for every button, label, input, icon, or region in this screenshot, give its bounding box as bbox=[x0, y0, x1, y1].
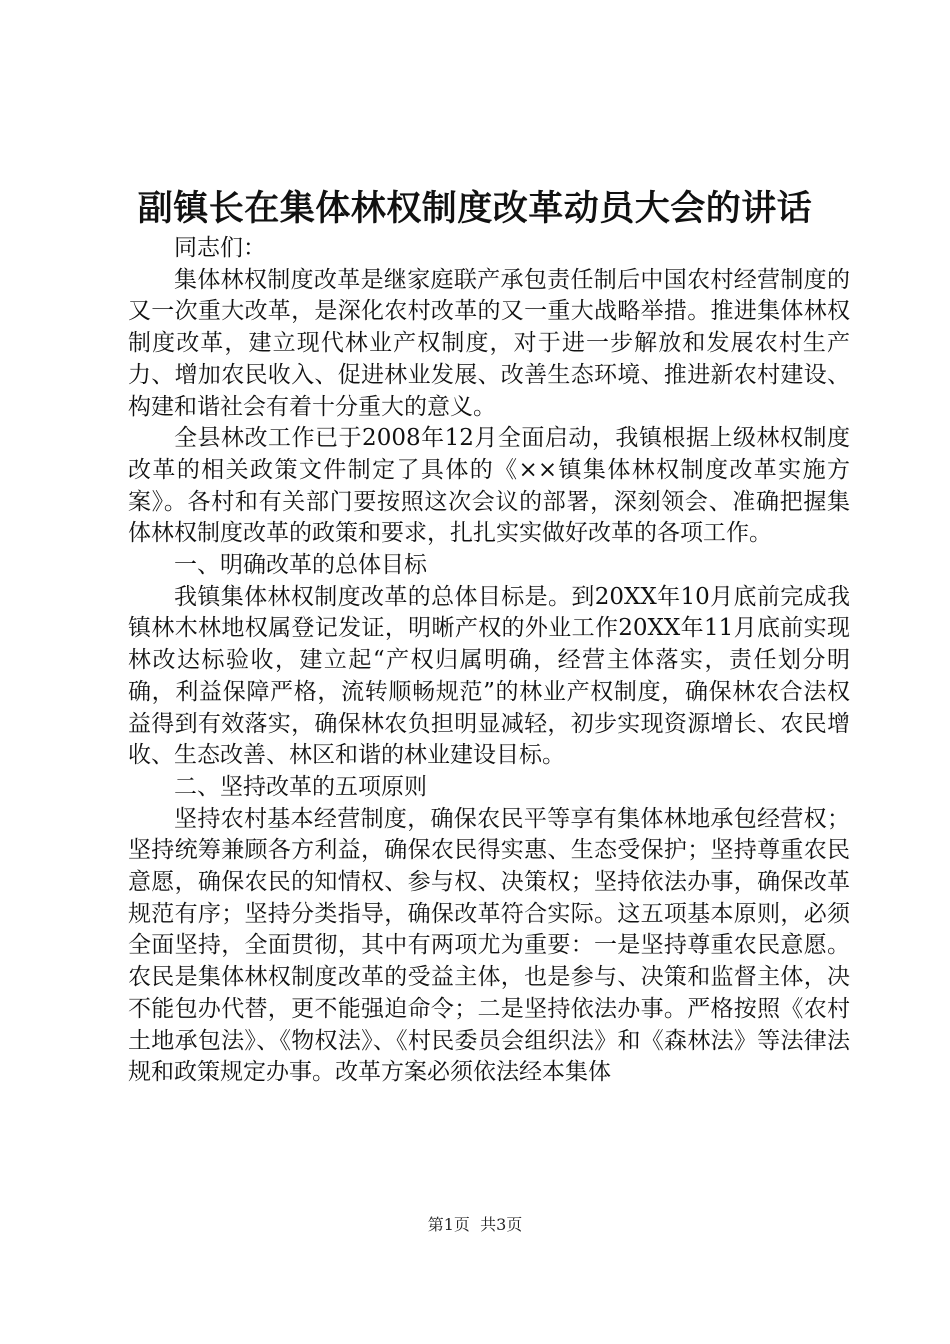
page-number: 第1页 bbox=[427, 1215, 470, 1234]
section-heading-principles: 二、坚持改革的五项原则 bbox=[174, 773, 427, 800]
footer-separator bbox=[470, 1215, 480, 1234]
document-title: 副镇长在集体林权制度改革动员大会的讲话 bbox=[137, 189, 813, 229]
salutation: 同志们： bbox=[174, 235, 266, 261]
page-footer bbox=[0, 1214, 950, 1236]
section-heading-goal: 一、明确改革的总体目标 bbox=[174, 552, 427, 579]
page-total: 共3页 bbox=[480, 1215, 523, 1234]
document-body bbox=[128, 233, 850, 1089]
paragraph-principles: 坚持农村基本经营制度，确保农民平等享有集体林地承包经营权；坚持统筹兼顾各方利益，确保农民得实惠、生态受保护；坚持尊重农民意愿，确保农民的知情权、参与权、决策权；坚持依法办事，确保改革规范有序；坚持分类指导，确保改革符合实际。这五项基本原则，必须全面坚持，全面贯彻，其中有两项尤为重要：一是坚持尊重农民意愿。农民是集体林权制度改革的受益主体，也是参与、决策和监督主体，决不能包办代替，更不能强迫命令；二是坚持依法办事。严格按照《农村土地承包法》、《物权法》、《村民委员会组织法》和《森林法》等法律法规和政策规定办事。改革方案必须依法经本集体 bbox=[128, 805, 850, 1086]
paragraph-intro: 集体林权制度改革是继家庭联产承包责任制后中国农村经营制度的又一次重大改革，是深化农村改革的又一重大战略举措。推进集体林权制度改革，建立现代林业产权制度，对于进一步解放和发展农村生产力、增加农民收入、促进林业发展、改善生态环境、推进新农村建设、构建和谐社会有着十分重大的意义。 bbox=[128, 266, 850, 420]
paragraph-background: 全县林改工作已于2008年12月全面启动，我镇根据上级林权制度改革的相关政策文件制定了具体的《××镇集体林权制度改革实施方案》。各村和有关部门要按照这次会议的部署，深刻领会、准确把握集体林权制度改革的政策和要求，扎扎实实做好改革的各项工作。 bbox=[128, 425, 850, 547]
paragraph-goal: 我镇集体林权制度改革的总体目标是。到20XX年10月底前完成我镇林木林地权属登记发证，明晰产权的外业工作20XX年11月底前实现林改达标验收，建立起“产权归属明确，经营主体落实，责任划分明确，利益保障严格，流转顺畅规范”的林业产权制度，确保林农合法权益得到有效落实，确保林农负担明显减轻，初步实现资源增长、农民增收、生态改善、林区和谐的林业建设目标。 bbox=[128, 583, 851, 769]
